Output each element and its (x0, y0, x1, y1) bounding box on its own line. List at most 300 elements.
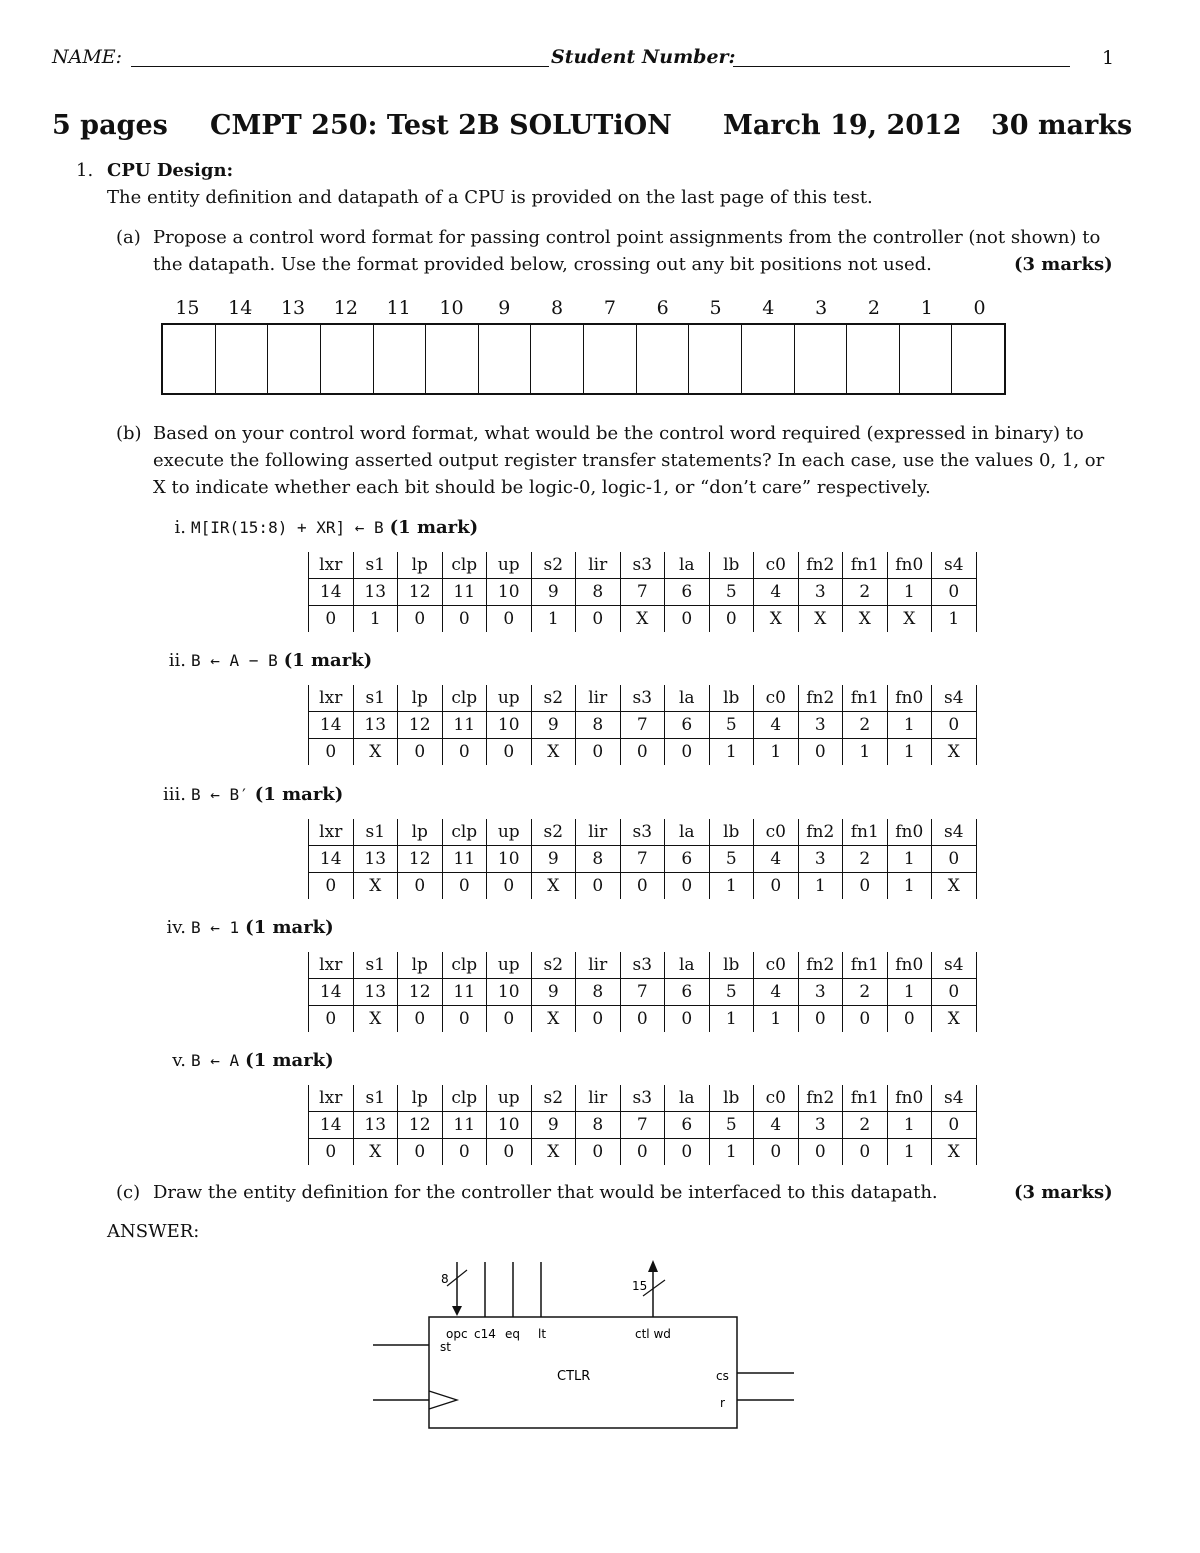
bit-number: 11 (386, 297, 411, 319)
position-cell: 4 (754, 712, 799, 739)
bit-box[interactable] (952, 325, 1004, 393)
name-underline (131, 66, 549, 67)
signal-cell: s2 (531, 819, 576, 846)
value-cell: 1 (754, 1006, 799, 1033)
position-cell: 11 (442, 579, 487, 606)
signal-cell: c0 (754, 685, 799, 712)
position-cell: 11 (442, 712, 487, 739)
signal-cell: s1 (353, 1085, 398, 1112)
signal-cell: s1 (353, 552, 398, 579)
position-cell: 6 (665, 712, 710, 739)
question-intro: The entity definition and datapath of a CPU is provided on the last page of this test. (107, 187, 873, 208)
value-cell: X (932, 739, 977, 766)
signal-cell: la (665, 819, 710, 846)
position-cell: 10 (487, 1112, 532, 1139)
ctlwd-arrow (648, 1260, 658, 1272)
value-cell: 1 (843, 739, 888, 766)
part-a-marks: (3 marks) (1014, 254, 1113, 275)
position-cell: 10 (487, 979, 532, 1006)
signal-cell: s3 (620, 1085, 665, 1112)
table-row (309, 685, 977, 712)
table-row (309, 739, 977, 766)
table-row (309, 1085, 977, 1112)
position-cell: 2 (843, 846, 888, 873)
position-cell: 0 (932, 1112, 977, 1139)
name-label: NAME: (52, 46, 123, 68)
position-cell: 4 (754, 979, 799, 1006)
signal-cell: lxr (309, 552, 354, 579)
part-c-label: (c) (116, 1182, 141, 1203)
signal-cell: clp (442, 1085, 487, 1112)
signal-cell: fn0 (887, 1085, 932, 1112)
bit-number: 14 (228, 297, 253, 319)
control-word-table (308, 552, 977, 632)
bit-number: 15 (175, 297, 200, 319)
ctlwd-label: ctl wd (635, 1327, 671, 1341)
value-cell: 0 (665, 606, 710, 633)
question-heading: CPU Design: (107, 160, 234, 181)
position-cell: 3 (798, 846, 843, 873)
value-cell: X (531, 1139, 576, 1166)
bit-number: 3 (815, 297, 828, 319)
signal-cell: s2 (531, 552, 576, 579)
value-cell: X (754, 606, 799, 633)
signal-cell: fn0 (887, 952, 932, 979)
position-cell: 0 (932, 979, 977, 1006)
position-cell: 2 (843, 1112, 888, 1139)
bit-position-numbers (161, 297, 1006, 319)
value-cell: 0 (442, 1139, 487, 1166)
bit-box[interactable] (531, 325, 584, 393)
position-cell: 13 (353, 979, 398, 1006)
signal-cell: s2 (531, 952, 576, 979)
signal-cell: lxr (309, 819, 354, 846)
value-cell: X (887, 606, 932, 633)
item-expression: B ← B′ (1 mark) (191, 784, 344, 805)
position-cell: 12 (398, 579, 443, 606)
signal-cell: clp (442, 819, 487, 846)
signal-cell: s3 (620, 552, 665, 579)
title-pages: 5 pages (52, 110, 168, 141)
value-cell: 0 (798, 739, 843, 766)
position-cell: 12 (398, 1112, 443, 1139)
part-b-line1: Based on your control word format, what would be the control word required (expressed in binary) to (153, 423, 1084, 444)
position-cell: 14 (309, 1112, 354, 1139)
signal-cell: clp (442, 552, 487, 579)
position-cell: 6 (665, 1112, 710, 1139)
bit-box[interactable] (584, 325, 637, 393)
item-number: ii. (168, 650, 186, 671)
position-cell: 7 (620, 979, 665, 1006)
ctlr-label: CTLR (557, 1369, 591, 1384)
value-cell: 0 (754, 873, 799, 900)
signal-cell: s4 (932, 819, 977, 846)
signal-cell: fn0 (887, 552, 932, 579)
table-row (309, 1112, 977, 1139)
table-row (309, 579, 977, 606)
bit-number: 13 (280, 297, 306, 319)
signal-cell: clp (442, 952, 487, 979)
bit-box[interactable] (795, 325, 848, 393)
signal-cell: lxr (309, 1085, 354, 1112)
position-cell: 11 (442, 979, 487, 1006)
signal-cell: lir (576, 552, 621, 579)
signal-cell: lp (398, 552, 443, 579)
signal-cell: c0 (754, 952, 799, 979)
value-cell: 0 (442, 1006, 487, 1033)
value-cell: X (531, 739, 576, 766)
signal-cell: fn2 (798, 685, 843, 712)
position-cell: 4 (754, 846, 799, 873)
bus-out-width: 15 (632, 1279, 648, 1293)
position-cell: 10 (487, 579, 532, 606)
value-cell: 0 (398, 1139, 443, 1166)
position-cell: 2 (843, 579, 888, 606)
signal-cell: fn2 (798, 952, 843, 979)
value-cell: 0 (487, 606, 532, 633)
value-cell: 0 (843, 1006, 888, 1033)
value-cell: X (620, 606, 665, 633)
position-cell: 7 (620, 1112, 665, 1139)
signal-cell: s4 (932, 1085, 977, 1112)
item-number: iii. (163, 784, 186, 805)
position-cell: 3 (798, 579, 843, 606)
position-cell: 14 (309, 979, 354, 1006)
value-cell: X (798, 606, 843, 633)
position-cell: 2 (843, 979, 888, 1006)
value-cell: 0 (442, 606, 487, 633)
value-cell: X (932, 873, 977, 900)
position-cell: 12 (398, 712, 443, 739)
value-cell: 0 (487, 1006, 532, 1033)
signal-cell: s2 (531, 1085, 576, 1112)
bit-number: 5 (709, 297, 722, 319)
value-cell: 0 (309, 873, 354, 900)
signal-cell: c0 (754, 1085, 799, 1112)
bit-box[interactable] (742, 325, 795, 393)
position-cell: 3 (798, 979, 843, 1006)
value-cell: 0 (843, 873, 888, 900)
controller-entity-diagram (360, 1250, 810, 1440)
position-cell: 1 (887, 1112, 932, 1139)
value-cell: 0 (665, 739, 710, 766)
value-cell: 0 (398, 739, 443, 766)
position-cell: 3 (798, 1112, 843, 1139)
value-cell: 0 (576, 1139, 621, 1166)
position-cell: 4 (754, 579, 799, 606)
signal-cell: lir (576, 952, 621, 979)
value-cell: 0 (620, 1006, 665, 1033)
value-cell: 1 (798, 873, 843, 900)
position-cell: 3 (798, 712, 843, 739)
position-cell: 7 (620, 846, 665, 873)
position-cell: 5 (709, 712, 754, 739)
bit-box[interactable] (321, 325, 374, 393)
position-cell: 10 (487, 712, 532, 739)
value-cell: 0 (442, 739, 487, 766)
position-cell: 6 (665, 979, 710, 1006)
position-cell: 13 (353, 579, 398, 606)
control-word-table (308, 685, 977, 765)
position-cell: 9 (531, 1112, 576, 1139)
signal-cell: s1 (353, 952, 398, 979)
value-cell: 0 (665, 1139, 710, 1166)
item-number: iv. (166, 917, 186, 938)
signal-cell: lp (398, 819, 443, 846)
position-cell: 13 (353, 846, 398, 873)
position-cell: 10 (487, 846, 532, 873)
value-cell: 1 (353, 606, 398, 633)
item-number: i. (174, 517, 186, 538)
item-number: v. (172, 1050, 186, 1071)
eq-label: eq (505, 1327, 520, 1341)
value-cell: 0 (487, 1139, 532, 1166)
page-number: 1 (1102, 47, 1115, 69)
control-word-bit-boxes (161, 323, 1006, 395)
position-cell: 0 (932, 712, 977, 739)
position-cell: 1 (887, 979, 932, 1006)
signal-cell: fn1 (843, 1085, 888, 1112)
item-expression: B ← A − B (1 mark) (191, 650, 373, 671)
part-c-text: Draw the entity definition for the controller that would be interfaced to this datapath. (153, 1182, 938, 1203)
signal-cell: s3 (620, 952, 665, 979)
position-cell: 13 (353, 1112, 398, 1139)
signal-cell: fn1 (843, 952, 888, 979)
signal-cell: up (487, 685, 532, 712)
value-cell: X (353, 1139, 398, 1166)
value-cell: 1 (709, 739, 754, 766)
signal-cell: fn0 (887, 819, 932, 846)
position-cell: 13 (353, 712, 398, 739)
position-cell: 9 (531, 712, 576, 739)
bit-box[interactable] (268, 325, 321, 393)
item-marks: (1 mark) (254, 784, 344, 805)
value-cell: 1 (531, 606, 576, 633)
part-b-line3: X to indicate whether each bit should be logic-0, logic-1, or “don’t care” respectively. (153, 477, 931, 498)
position-cell: 8 (576, 712, 621, 739)
student-number-label: Student Number: (551, 46, 736, 68)
signal-cell: lb (709, 819, 754, 846)
value-cell: 0 (754, 1139, 799, 1166)
bit-number: 12 (333, 297, 358, 319)
bit-number: 1 (920, 297, 933, 319)
part-a-line1: Propose a control word format for passing control point assignments from the controller (not shown) to (153, 227, 1101, 248)
signal-cell: fn2 (798, 1085, 843, 1112)
table-row (309, 1006, 977, 1033)
position-cell: 8 (576, 846, 621, 873)
signal-cell: lb (709, 1085, 754, 1112)
bit-number: 2 (867, 297, 881, 319)
value-cell: 1 (887, 1139, 932, 1166)
position-cell: 2 (843, 712, 888, 739)
signal-cell: lxr (309, 685, 354, 712)
signal-cell: la (665, 1085, 710, 1112)
bus-in-width: 8 (441, 1272, 449, 1286)
clock-triangle (429, 1391, 457, 1409)
value-cell: 1 (887, 739, 932, 766)
value-cell: 0 (798, 1139, 843, 1166)
control-word-table (308, 1085, 977, 1165)
control-word-table (308, 952, 977, 1032)
signal-cell: s1 (353, 685, 398, 712)
item-expression: B ← A (1 mark) (191, 1050, 334, 1071)
value-cell: 0 (576, 873, 621, 900)
value-cell: X (353, 873, 398, 900)
signal-cell: lir (576, 1085, 621, 1112)
value-cell: X (531, 1006, 576, 1033)
bit-box[interactable] (479, 325, 532, 393)
signal-cell: s1 (353, 819, 398, 846)
bit-box[interactable] (426, 325, 479, 393)
position-cell: 11 (442, 846, 487, 873)
position-cell: 8 (576, 1112, 621, 1139)
signal-cell: lp (398, 685, 443, 712)
signal-cell: up (487, 819, 532, 846)
signal-cell: s4 (932, 552, 977, 579)
position-cell: 9 (531, 846, 576, 873)
position-cell: 0 (932, 579, 977, 606)
position-cell: 8 (576, 579, 621, 606)
signal-cell: lb (709, 952, 754, 979)
signal-cell: lir (576, 685, 621, 712)
table-row (309, 606, 977, 633)
item-expression: B ← 1 (1 mark) (191, 917, 334, 938)
value-cell: 1 (754, 739, 799, 766)
item-marks: (1 mark) (283, 650, 373, 671)
value-cell: 1 (709, 1139, 754, 1166)
value-cell: 0 (442, 873, 487, 900)
value-cell: 0 (665, 1006, 710, 1033)
part-c-marks: (3 marks) (1014, 1182, 1113, 1203)
signal-cell: s4 (932, 952, 977, 979)
signal-cell: c0 (754, 552, 799, 579)
value-cell: 0 (620, 739, 665, 766)
c14-label: c14 (474, 1327, 496, 1341)
table-row (309, 979, 977, 1006)
signal-cell: lxr (309, 952, 354, 979)
bit-number: 4 (762, 297, 775, 319)
position-cell: 7 (620, 579, 665, 606)
value-cell: X (932, 1006, 977, 1033)
position-cell: 1 (887, 579, 932, 606)
item-expression: M[IR(15:8) + XR] ← B (1 mark) (191, 517, 479, 538)
value-cell: 0 (398, 606, 443, 633)
value-cell: 0 (398, 873, 443, 900)
bit-box[interactable] (216, 325, 269, 393)
table-row (309, 712, 977, 739)
title-course: CMPT 250: Test 2B SOLUTiON (210, 110, 672, 141)
value-cell: 0 (709, 606, 754, 633)
title-date: March 19, 2012 (723, 110, 962, 141)
position-cell: 1 (887, 712, 932, 739)
signal-cell: s3 (620, 819, 665, 846)
value-cell: X (353, 739, 398, 766)
signal-cell: s2 (531, 685, 576, 712)
bit-box[interactable] (689, 325, 742, 393)
value-cell: 0 (309, 1139, 354, 1166)
value-cell: X (843, 606, 888, 633)
bit-number: 7 (603, 297, 616, 319)
position-cell: 9 (531, 579, 576, 606)
signal-cell: up (487, 552, 532, 579)
position-cell: 1 (887, 846, 932, 873)
position-cell: 12 (398, 979, 443, 1006)
part-b-label: (b) (116, 423, 142, 444)
bit-number: 0 (973, 297, 986, 319)
title-marks: 30 marks (991, 110, 1133, 141)
r-label: r (720, 1396, 725, 1410)
bit-box[interactable] (637, 325, 690, 393)
answer-label: ANSWER: (107, 1221, 200, 1242)
bit-box[interactable] (163, 325, 216, 393)
signal-cell: lir (576, 819, 621, 846)
value-cell: 0 (309, 1006, 354, 1033)
bit-number: 9 (498, 297, 511, 319)
table-row (309, 819, 977, 846)
table-row (309, 873, 977, 900)
value-cell: X (531, 873, 576, 900)
bit-number: 6 (656, 297, 669, 319)
value-cell: 0 (620, 873, 665, 900)
value-cell: 1 (709, 873, 754, 900)
position-cell: 6 (665, 579, 710, 606)
value-cell: 0 (576, 1006, 621, 1033)
value-cell: 1 (709, 1006, 754, 1033)
bit-box[interactable] (900, 325, 953, 393)
signal-cell: fn2 (798, 552, 843, 579)
bit-box[interactable] (374, 325, 427, 393)
position-cell: 9 (531, 979, 576, 1006)
value-cell: 0 (843, 1139, 888, 1166)
position-cell: 5 (709, 979, 754, 1006)
position-cell: 11 (442, 1112, 487, 1139)
control-word-table (308, 819, 977, 899)
opc-arrow (452, 1306, 462, 1316)
value-cell: 0 (309, 606, 354, 633)
signal-cell: fn1 (843, 819, 888, 846)
signal-cell: lb (709, 685, 754, 712)
position-cell: 7 (620, 712, 665, 739)
table-row (309, 1139, 977, 1166)
cs-label: cs (716, 1369, 729, 1383)
bit-box[interactable] (847, 325, 900, 393)
signal-cell: fn1 (843, 552, 888, 579)
opc-label: opc (446, 1327, 468, 1341)
value-cell: X (353, 1006, 398, 1033)
position-cell: 5 (709, 1112, 754, 1139)
item-marks: (1 mark) (389, 517, 479, 538)
value-cell: 0 (398, 1006, 443, 1033)
question-number: 1. (76, 160, 94, 181)
position-cell: 14 (309, 579, 354, 606)
signal-cell: s3 (620, 685, 665, 712)
position-cell: 14 (309, 846, 354, 873)
position-cell: 5 (709, 846, 754, 873)
value-cell: 0 (487, 873, 532, 900)
bit-number: 10 (439, 297, 464, 319)
signal-cell: c0 (754, 819, 799, 846)
signal-cell: up (487, 952, 532, 979)
signal-cell: lb (709, 552, 754, 579)
table-row (309, 952, 977, 979)
lt-label: lt (538, 1327, 547, 1341)
value-cell: 1 (932, 606, 977, 633)
position-cell: 0 (932, 846, 977, 873)
item-marks: (1 mark) (245, 917, 334, 938)
st-label: st (440, 1340, 451, 1354)
table-row (309, 846, 977, 873)
value-cell: 0 (665, 873, 710, 900)
